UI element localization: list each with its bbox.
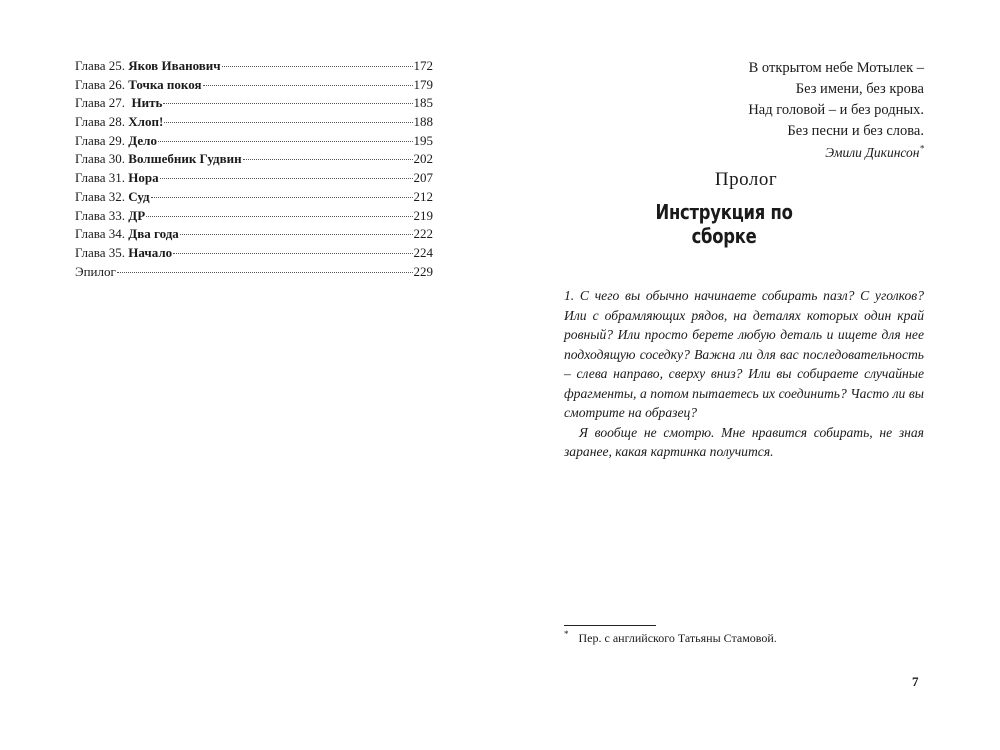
toc-entry [75, 169, 433, 188]
toc-dot-leader [243, 159, 413, 160]
toc-chapter-number: Глава 25. [75, 58, 129, 73]
toc-page-number: 188 [413, 114, 433, 130]
toc-chapter-number: Глава 26. [75, 76, 129, 92]
toc-chapter-number: Глава 29. [75, 132, 129, 148]
toc-dot-leader [173, 253, 412, 254]
toc-chapter-title: Два года [128, 226, 179, 242]
toc-chapter-number: Глава 35. [75, 244, 129, 260]
toc-dot-leader [203, 85, 413, 86]
toc-entry [75, 207, 433, 226]
page-number: 7 [912, 674, 919, 689]
toc-chapter-title: Волшебник Гудвин [128, 151, 242, 167]
toc-page-number: 179 [413, 76, 433, 92]
toc-dot-leader [180, 234, 413, 235]
toc-page-number: 202 [413, 151, 433, 167]
toc-chapter-title: Начало [128, 244, 173, 260]
epigraph-author-line [604, 142, 924, 163]
toc-dot-leader [151, 197, 413, 198]
toc-page-number: 219 [413, 207, 433, 223]
paragraph: Я вообще не смотрю. Мне нравится собирать, не зная заранее, какая картинка получится. [564, 424, 924, 459]
toc-entry [75, 188, 433, 207]
toc-chapter-number: Глава 30. [75, 151, 129, 167]
toc-entry [75, 150, 433, 169]
toc-page-number: 229 [413, 263, 433, 279]
body-text [564, 286, 924, 462]
toc-page-number: 195 [413, 132, 433, 148]
toc-entry [75, 57, 433, 76]
toc-chapter-title: Нить [131, 95, 163, 111]
toc-dot-leader [163, 103, 412, 104]
toc-chapter-number: Эпилог [75, 263, 116, 279]
table-of-contents [75, 57, 433, 281]
toc-page-number: 224 [413, 244, 433, 260]
toc-chapter-number: Глава 31. [75, 170, 129, 186]
toc-dot-leader [222, 66, 413, 67]
epigraph [604, 58, 924, 163]
toc-chapter-number: Глава 33. [75, 207, 129, 223]
toc-chapter-title: Хлоп! [128, 114, 164, 130]
prologue-label: Пролог [714, 169, 778, 190]
toc-chapter-number: Глава 34. [75, 226, 129, 242]
toc-page-number: 212 [413, 188, 433, 204]
toc-chapter-number: Глава 32. [75, 188, 129, 204]
toc-entry [75, 132, 433, 151]
epigraph-line: Над головой – и без родных. [748, 102, 924, 118]
epigraph-footnote-mark: * [919, 143, 924, 154]
footnote-divider [564, 625, 656, 626]
toc-entry [75, 244, 433, 263]
epigraph-line: В открытом небе Мотылек – [748, 60, 924, 76]
toc-entry [75, 113, 433, 132]
toc-dot-leader [164, 122, 412, 123]
toc-entry [75, 263, 433, 282]
toc-chapter-title: ДР [128, 207, 146, 223]
toc-dot-leader [160, 178, 413, 179]
toc-chapter-title: Нора [128, 170, 159, 186]
toc-entry [75, 225, 433, 244]
toc-page-number: 222 [413, 226, 433, 242]
toc-dot-leader [158, 141, 413, 142]
toc-chapter-number: Глава 28. [75, 114, 129, 130]
toc-chapter-title: Дело [128, 132, 157, 148]
footnote-mark: * [564, 629, 569, 639]
footnote-text: Пер. с английского Татьяны Стамовой. [578, 631, 777, 645]
toc-dot-leader [117, 272, 413, 273]
toc-entry [75, 76, 433, 95]
chapter-title: Инструкция по сборке [655, 200, 793, 248]
toc-entry [75, 94, 433, 113]
paragraph: 1. С чего вы обычно начинаете собирать пазл? С уголков? Или с обрамляющих рядов, на деталях которых один край ровный? Или просто берете любую деталь и ищете для нее подходящую соседку? Важна ли для вас последовательность – слева направо, сверху вниз? Или вы собираете случайные фрагменты, а потом пытаетесь их соединить? Часто ли вы смотрите на образец? [564, 288, 924, 420]
toc-chapter-title: Суд [128, 188, 150, 204]
toc-dot-leader [146, 216, 412, 217]
toc-chapter-title: Яков Иванович [128, 58, 221, 73]
epigraph-line: Без песни и без слова. [787, 123, 924, 139]
toc-chapter-title: Точка покоя [128, 76, 202, 92]
toc-chapter-number: Глава 27. [75, 95, 132, 111]
epigraph-line: Без имени, без крова [795, 81, 924, 97]
toc-page-number: 172 [413, 58, 433, 73]
footnote [564, 630, 924, 646]
toc-page-number: 207 [413, 170, 433, 186]
epigraph-author: Эмили Дикинсон [825, 145, 920, 160]
toc-page-number: 185 [413, 95, 433, 111]
